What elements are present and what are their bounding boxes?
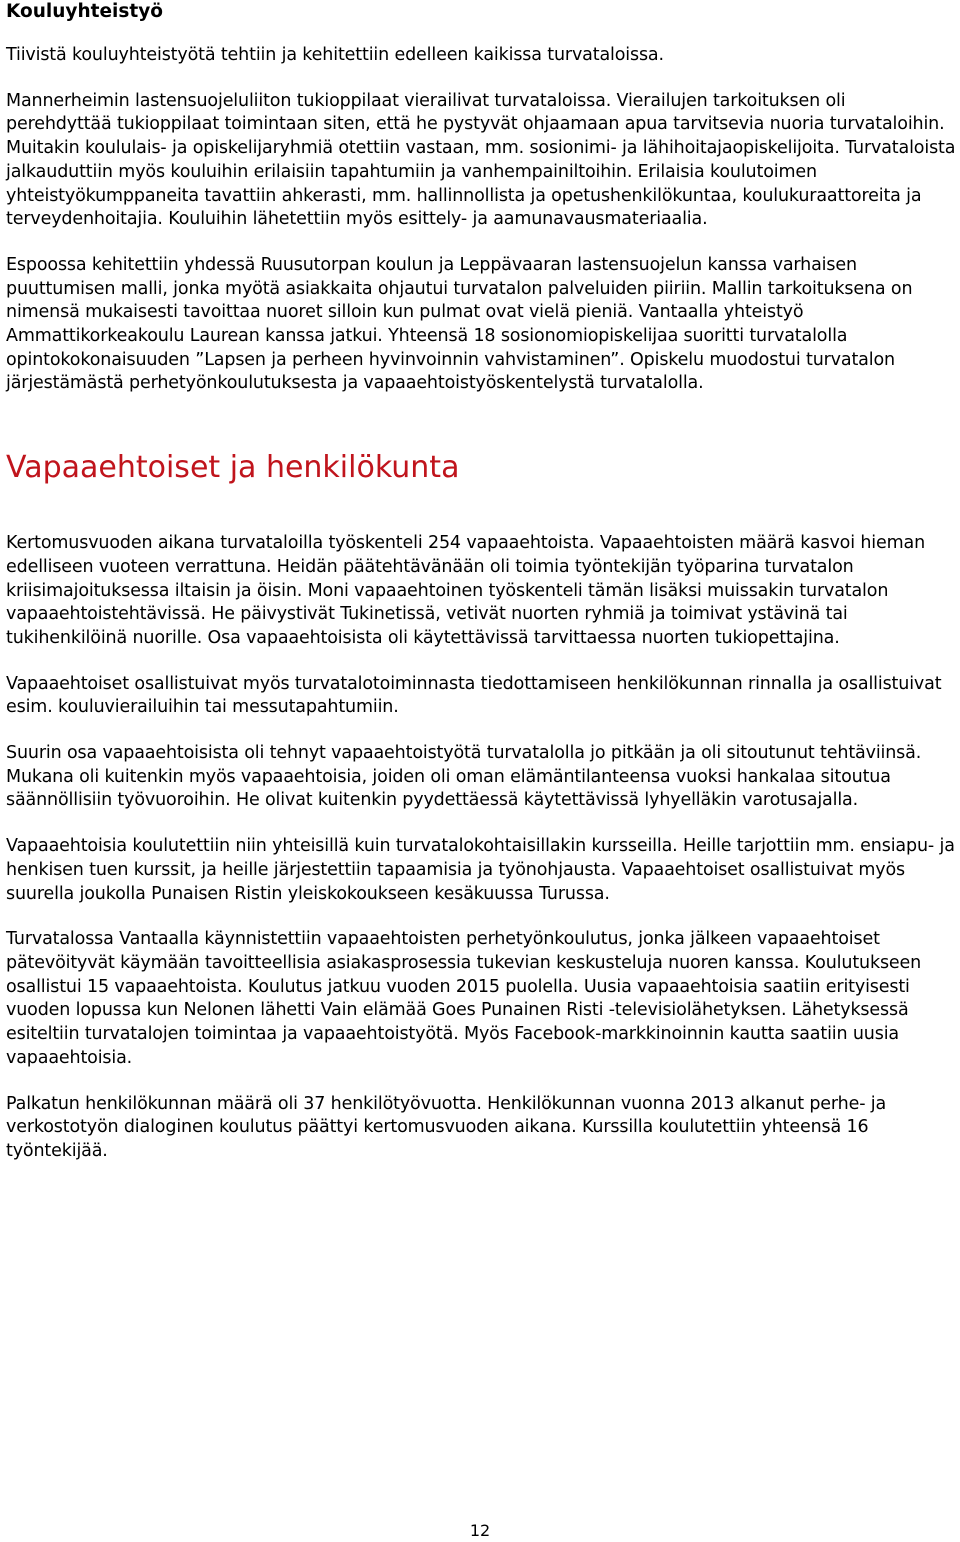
chapter-paragraph: Vapaaehtoiset osallistuivat myös turvatalotoiminnasta tiedottamiseen henkilökunnan rinnalla ja osallistuivat esim. kouluvierailuihin tai messutapahtumiin. [6, 673, 942, 718]
page-number: 12 [469, 1521, 491, 1540]
chapter-paragraph: Suurin osa vapaaehtoisista oli tehnyt vapaaehtoistyötä turvatalolla jo pitkään ja oli sitoutunut tehtäviinsä. Mukana oli kuitenkin myös vapaaehtoisia, joiden oli oman elämäntilanteensa vuoksi hankalaa sitoutua säännöllisiin työvuoroihin. He olivat kuitenkin pyydettäessä käytettävissä lyhyelläkin varotusajalla. [6, 743, 922, 811]
chapter-paragraph: Vapaaehtoisia koulutettiin niin yhteisillä kuin turvatalokohtaisillakin kursseilla. Heille tarjottiin mm. ensiapu- ja henkisen tuen kurssit, ja heille järjestettiin tapaamisia ja työnohjausta. Vapaaehtoiset osallistuivat myös suurella joukolla Punaisen Ristin yleiskokoukseen kesäkuussa Turussa. [6, 836, 955, 904]
chapter-paragraph: Turvatalossa Vantaalla käynnistettiin vapaaehtoisten perhetyönkoulutus, jonka jälkeen vapaaehtoiset pätevöityvät käymään tavoitteellisia asiakasprosessia tukevian keskusteluja nuoren kanssa. Koulutukseen osallistui 15 vapaaehtoista. Koulutus jatkuu vuoden 2015 puolella. Uusia vapaaehtoisia saatiin erityisesti vuoden lopussa kun Nelonen lähetti Vain elämää Goes Punainen Risti -televisiolähetyksen. Lähetyksessä esiteltiin turvatalojen toimintaa ja vapaaehtoistyötä. Myös Facebook-markkinoinnin kautta saatiin uusia vapaaehtoisia. [6, 929, 922, 1068]
chapter-paragraph: Palkatun henkilökunnan määrä oli 37 henkilötyövuotta. Henkilökunnan vuonna 2013 alkanut perhe- ja verkostotyön dialoginen koulutus päättyi kertomusvuoden aikana. Kurssilla koulutettiin yhteensä 16 työntekijää. [6, 1093, 887, 1161]
chapter-paragraph: Kertomusvuoden aikana turvataloilla työskenteli 254 vapaaehtoista. Vapaaehtoisten määrä kasvoi hieman edelliseen vuoteen verrattuna. Heidän päätehtävänään oli toimia työntekijän työparina turvatalon kriisimajoituksessa iltaisin ja öisin. Moni vapaaehtoinen työskenteli tämän lisäksi muissakin turvatalon vapaaehtoistehtävissä. He päivystivät Tukinetissä, vetivät nuorten ryhmiä ja toimivat ystävinä tai tukihenkilöinä nuorille. Osa vapaaehtoisista oli käytettävissä tarvittaessa nuorten tukiopettajina. [6, 533, 926, 648]
document-page [6, 0, 956, 1164]
section-paragraph: Espoossa kehitettiin yhdessä Ruusutorpan koulun ja Leppävaaran lastensuojelun kanssa varhaisen puuttumisen malli, jonka myötä asiakkaita ohjautui turvatalon palveluiden piiriin. Mallin tarkoituksena on nimensä mukaisesti tavoittaa nuoret silloin kun pulmat ovat vielä pieniä. Vantaalla yhteistyö Ammattikorkeakoulu Laurean kanssa jatkui. Yhteensä 18 sosionomiopiskelijaa suoritti turvatalolla opintokokonaisuuden ”Lapsen ja perheen hyvinvoinnin vahvistaminen”. Opiskelu muodostui turvatalon järjestämästä perhetyönkoulutuksesta ja vapaaehtoistyöskentelystä turvatalolla. [6, 254, 913, 394]
section-paragraph: Tiivistä kouluyhteistyötä tehtiin ja kehitettiin edelleen kaikissa turvataloissa. [6, 45, 664, 65]
section-paragraph: Mannerheimin lastensuojeluliiton tukioppilaat vierailivat turvataloissa. Vierailujen tarkoituksen oli perehdyttää tukioppilaat toimintaan siten, että he pystyvät ohjaamaan apua tarvitsevia nuoria turvataloihin. Muitakin koululais- ja opiskelijaryhmiä otettiin vastaan, mm. sosionimi- ja lähihoitajaopiskelijoita. Turvataloista jalkauduttiin myös kouluihin erilaisiin tapahtumiin ja vanhempainiltoihin. Erilaisia koulutoimen yhteistyökumppaneita tavattiin ahkerasti, mm. hallinnollista ja opetushenkilökuntaa, koulukuraattoreita ja terveydenhoitajia. Kouluihin lähetettiin myös esittely- ja aamunavausmateriaalia. [6, 90, 956, 230]
chapter-heading: Vapaaehtoiset ja henkilökunta [6, 450, 460, 486]
section-heading: Kouluyhteistyö [6, 1, 163, 22]
